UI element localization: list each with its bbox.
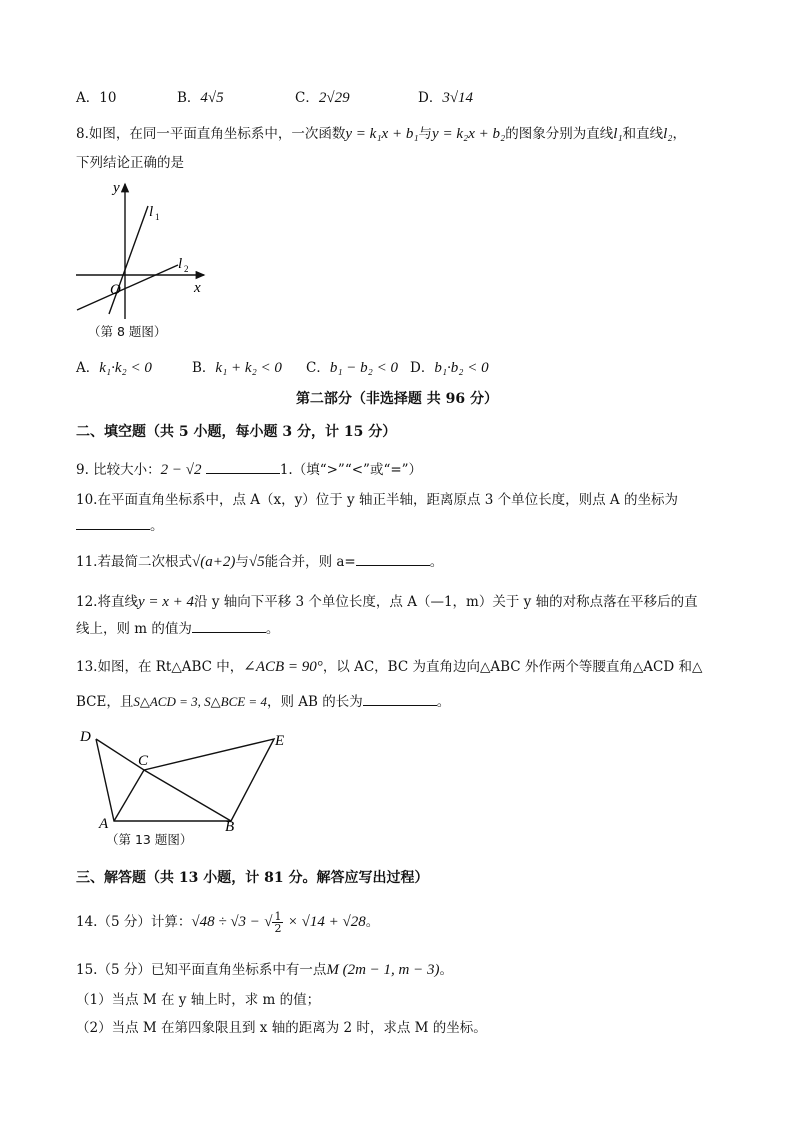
q11-answer-blank[interactable] (356, 553, 430, 566)
q14-prefix: 14.（5 分）计算： (76, 914, 192, 930)
q8-option-c (306, 356, 398, 377)
part2-heading: 第二部分（非选择题 共 96 分） (295, 391, 499, 407)
q8-and: 和直线 (622, 126, 664, 142)
q13-line1 (76, 655, 702, 676)
q14-end: 。 (365, 914, 380, 930)
q13-caption: （第 13 题图） (106, 832, 193, 847)
q8-option-d (410, 356, 489, 377)
q8-l1: l₁ (613, 126, 623, 142)
q11-with: 与 (235, 554, 249, 570)
q7-option-a: A．10 (76, 90, 117, 106)
q8-option-a-math: k₁·k₂ < 0 (99, 360, 152, 376)
q8-option-a-prefix: A． (76, 360, 100, 376)
q8-option-d-prefix: D． (410, 360, 435, 376)
q12-line2-text: 线上，则 m 的值为 (76, 621, 192, 637)
q7-option-b-math: 4√5 (200, 90, 224, 106)
q8-option-b (192, 356, 282, 377)
q8-line-l2 (77, 265, 178, 310)
q7-option-d-math: 3√14 (442, 90, 474, 106)
q15-sub1: （1）当点 M 在 y 轴上时，求 m 的值； (76, 992, 321, 1008)
q8-label-l2: l (178, 256, 183, 272)
q10-line2 (76, 514, 164, 534)
q8-label-y: y (113, 180, 120, 196)
q8-stem-line2: 下列结论正确的是 (76, 155, 184, 171)
q8-l2: l₂ (663, 126, 673, 142)
q13-label-a: A (99, 816, 109, 832)
q7-option-d (418, 86, 473, 107)
q8-option-b-prefix: B． (192, 360, 216, 376)
q8-text-b: 的图象分别为直线 (505, 126, 614, 142)
q8-func1: y = k₁x + b₁ (345, 126, 419, 142)
q7-option-c-math: 2√29 (318, 90, 350, 106)
q14-fraction (272, 911, 283, 934)
q14-math-a: √48 ÷ √3 − (191, 914, 260, 930)
q12-math: y = x + 4 (137, 594, 195, 610)
q8-caption: （第 8 题图） (88, 324, 167, 339)
q13-outline (96, 739, 274, 821)
q7-option-b-prefix: B． (177, 90, 201, 106)
q8-figure (72, 174, 222, 324)
q13-line2 (76, 690, 450, 710)
q12-prefix: 12.将直线 (76, 594, 138, 610)
section3-heading: 三、解答题（共 13 小题，计 81 分。解答应写出过程） (76, 870, 429, 886)
q13-label-c: C (138, 753, 149, 769)
q8-with: 与 (418, 126, 433, 142)
q8-label-o: O (110, 282, 121, 298)
q8-label-l1: l (149, 204, 154, 220)
q8-option-c-math: b₁ − b₂ < 0 (329, 360, 399, 376)
q13-segment-cb (144, 770, 231, 821)
q10-line1: 10.在平面直角坐标系中，点 A（x，y）位于 y 轴正半轴，距离原点 3 个单位长度，则点 A 的坐标为 (76, 492, 678, 508)
q9-prefix: 9. 比较大小： (76, 462, 161, 478)
q13-math2: S△ACD = 3, S△BCE = 4 (133, 694, 267, 709)
q14-sqrt-sign: √ (264, 914, 273, 930)
q14-frac-den: 2 (274, 922, 282, 935)
q9-math: 2 − √2 (160, 462, 202, 478)
q15-stem (76, 958, 453, 979)
section2-heading: 二、填空题（共 5 小题，每小题 3 分，计 15 分） (76, 424, 397, 440)
q10-answer-blank[interactable] (76, 517, 150, 530)
q13-line2-rest: ，则 AB 的长为 (266, 694, 363, 710)
q13-math: ∠ACB = 90° (243, 659, 323, 675)
q12-line1-rest: 沿 y 轴向下平移 3 个单位长度，点 A（—1，m）关于 y 轴的对称点落在平移后的直 (194, 594, 698, 610)
q8-option-a (76, 356, 152, 377)
q7-option-c (295, 86, 350, 107)
q8-comma: ， (672, 126, 686, 142)
q13-label-d: D (80, 729, 91, 745)
q13-line2-prefix: BCE，且 (76, 694, 134, 710)
q7-option-b (177, 86, 224, 107)
q15-sub2: （2）当点 M 在第四象限且到 x 轴的距离为 2 时，求点 M 的坐标。 (76, 1020, 487, 1036)
q13-segment-ac (114, 770, 144, 821)
q13-end: 。 (436, 694, 451, 710)
q12-answer-blank[interactable] (192, 620, 266, 633)
q13-answer-blank[interactable] (363, 693, 437, 706)
q12-line1 (76, 590, 698, 611)
q8-func2: y = k₂x + b₂ (432, 126, 506, 142)
q8-option-c-prefix: C． (306, 360, 330, 376)
q11-math1: √(a+2) (191, 554, 236, 570)
q15-math: M (2m − 1, m − 3) (326, 962, 440, 978)
q8-label-l1-sub: 1 (155, 212, 160, 222)
q11-math2: √5 (248, 554, 265, 570)
q9-answer-blank[interactable] (206, 461, 280, 474)
q14-math-b: × √14 + √28 (287, 914, 366, 930)
q8-text-a: 8.如图，在同一平面直角坐标系中，一次函数 (76, 126, 346, 142)
q14 (76, 910, 379, 934)
q15-prefix: 15.（5 分）已知平面直角坐标系中有一点 (76, 962, 327, 978)
q11-suffix: 能合并，则 a= (264, 554, 356, 570)
q15-end: 。 (439, 962, 454, 978)
q14-frac-num: 1 (274, 910, 282, 923)
q9-suffix: 1.（填“>”“<”或“=”） (279, 462, 423, 478)
q8-label-x: x (194, 280, 201, 296)
q13-prefix: 13.如图，在 Rt△ABC 中， (76, 659, 244, 675)
q13-label-e: E (275, 733, 285, 749)
q11-end: 。 (429, 554, 444, 570)
q11 (76, 550, 443, 571)
q8-stem (76, 122, 686, 143)
q7-option-c-prefix: C． (295, 90, 319, 106)
q10-end: 。 (150, 518, 164, 534)
q12-end: 。 (265, 621, 280, 637)
q8-option-b-math: k₁ + k₂ < 0 (215, 360, 282, 376)
q9 (76, 458, 422, 479)
q8-option-d-math: b₁·b₂ < 0 (434, 360, 489, 376)
q7-option-d-prefix: D． (418, 90, 443, 106)
q11-prefix: 11.若最简二次根式 (76, 554, 192, 570)
q12-line2 (76, 617, 279, 637)
q13-line1-rest: ，以 AC，BC 为直角边向△ABC 外作两个等腰直角△ACD 和△ (322, 659, 703, 675)
q8-label-l2-sub: 2 (184, 264, 189, 274)
q13-label-b: B (225, 819, 235, 835)
